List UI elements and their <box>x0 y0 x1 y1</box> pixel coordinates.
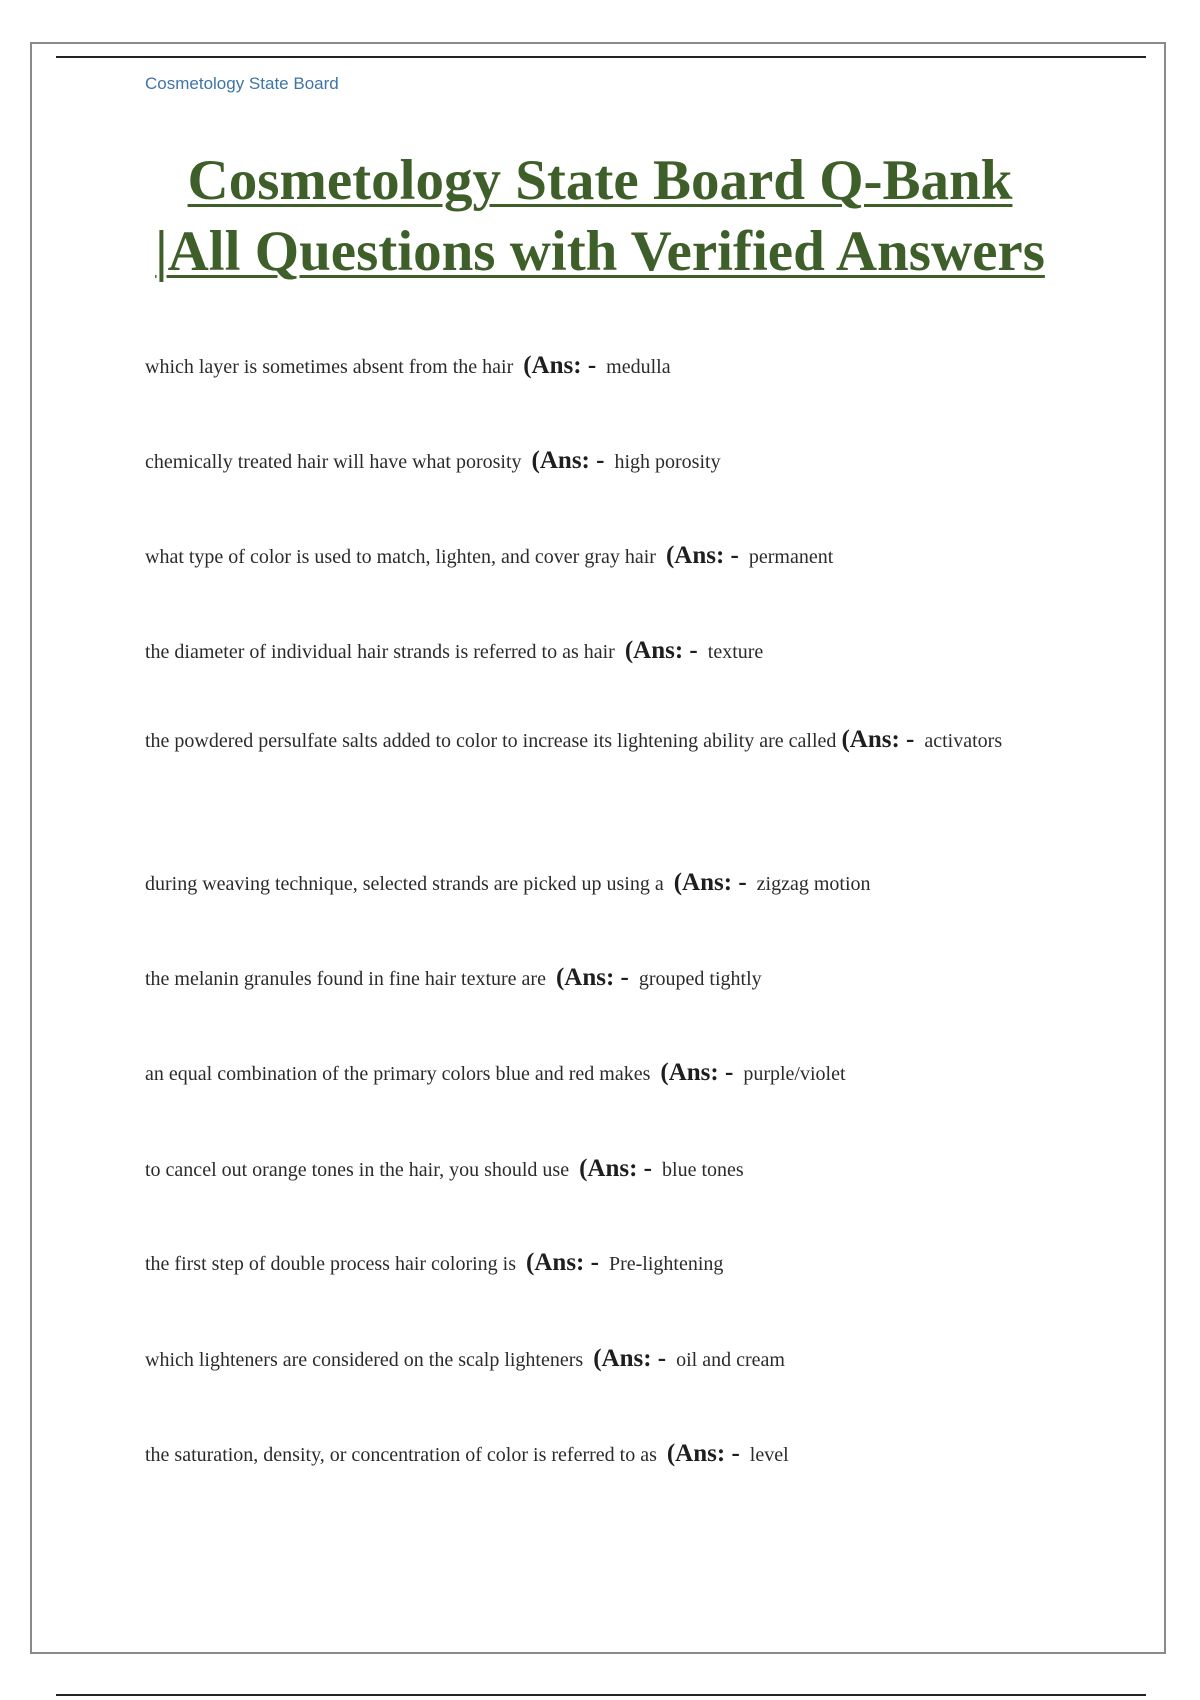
answer-text: grouped tightly <box>638 968 762 990</box>
ans-label: (Ans: - <box>673 869 747 896</box>
answer-text: texture <box>707 641 764 663</box>
qa-item-11 <box>145 1335 1045 1384</box>
qa-item-12 <box>145 1430 1045 1479</box>
question-text: the saturation, density, or concentration of color is referred to as <box>145 1444 657 1466</box>
question-text: the powdered persulfate salts added to color to increase its lightening ability are called <box>145 730 837 752</box>
ans-label: (Ans: - <box>665 542 739 569</box>
question-text: the diameter of individual hair strands is referred to as hair <box>145 641 615 663</box>
qa-item-2 <box>145 437 1045 486</box>
title-line-1: Cosmetology State Board Q-Bank <box>187 149 1013 212</box>
question-text: the melanin granules found in fine hair texture are <box>145 968 546 990</box>
question-text: to cancel out orange tones in the hair, you should use <box>145 1159 570 1181</box>
ans-label: (Ans: - <box>593 1345 667 1372</box>
ans-label: (Ans: - <box>526 1249 599 1276</box>
qa-item-10 <box>145 1239 1045 1288</box>
question-text: chemically treated hair will have what porosity <box>145 451 522 473</box>
footer-rule <box>56 1694 1146 1696</box>
answer-text: activators <box>924 730 1003 752</box>
question-text: which layer is sometimes absent from the hair <box>145 356 514 378</box>
answer-text: level <box>749 1444 789 1466</box>
ans-label: (Ans: - <box>841 726 915 753</box>
qa-item-5 <box>145 716 1045 765</box>
qa-item-6 <box>145 859 1045 908</box>
answer-text: oil and cream <box>676 1349 785 1371</box>
answer-text: medulla <box>606 356 671 378</box>
question-text: during weaving technique, selected strands are picked up using a <box>145 873 664 895</box>
ans-label: (Ans: - <box>579 1155 653 1182</box>
header-rule <box>56 56 1146 58</box>
ans-label: (Ans: - <box>624 637 698 664</box>
ans-label: (Ans: - <box>666 1440 740 1467</box>
qa-item-1 <box>145 342 1045 391</box>
question-text: which lighteners are considered on the scalp lighteners <box>145 1349 584 1371</box>
title-line-2: |All Questions with Verified Answers <box>155 220 1045 283</box>
ans-label: (Ans: - <box>523 352 597 379</box>
document-title <box>60 145 1140 287</box>
qa-item-8 <box>145 1049 1045 1098</box>
running-header: Cosmetology State Board <box>145 74 339 93</box>
answer-text: zigzag motion <box>756 873 871 895</box>
question-text: the first step of double process hair coloring is <box>145 1253 517 1275</box>
question-text: what type of color is used to match, lighten, and cover gray hair <box>145 546 656 568</box>
answer-text: blue tones <box>662 1159 744 1181</box>
ans-label: (Ans: - <box>660 1059 734 1086</box>
answer-text: purple/violet <box>743 1063 846 1085</box>
question-text: an equal combination of the primary colors blue and red makes <box>145 1063 651 1085</box>
ans-label: (Ans: - <box>555 964 629 991</box>
answer-text: high porosity <box>614 451 721 473</box>
qa-item-9 <box>145 1145 1045 1194</box>
answer-text: Pre-lightening <box>608 1253 724 1275</box>
qa-item-3 <box>145 532 1045 581</box>
qa-item-4 <box>145 627 1045 676</box>
qa-item-7 <box>145 954 1045 1003</box>
ans-label: (Ans: - <box>531 447 605 474</box>
answer-text: permanent <box>748 546 834 568</box>
